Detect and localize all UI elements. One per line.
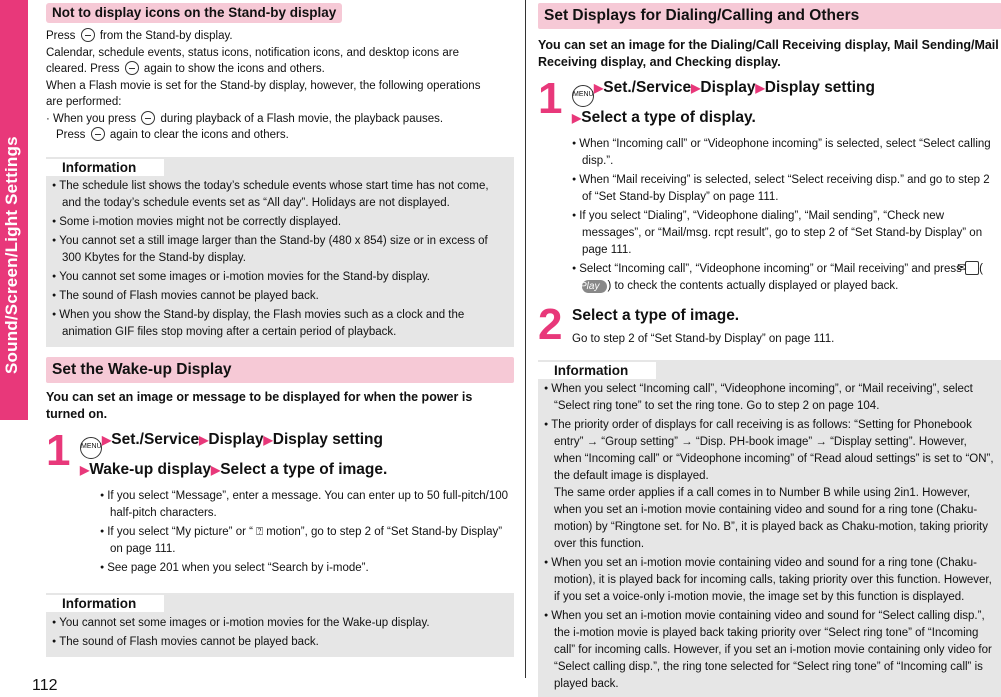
info-box-wakeup	[46, 593, 514, 657]
dialing-intro: You can set an image for the Dialing/Call Receiving display, Mail Sending/Mail Receiving display, and Checking display.	[538, 38, 999, 69]
section-no-icons-body: Press from the Stand-by display. Calendar, schedule events, status icons, notification icons, and desktop icons are cleared. Press again to show the icons and others. When a Flash movie is set for the Stand-by display, however, the following operations are performed: · When you press during playback of a Flash movie, the playback pauses. Press again to clear the icons and others.	[46, 30, 481, 141]
step-bullet: ● If you select “Message”, enter a message. You can enter up to 50 full-pitch/100 half-pitch characters.	[100, 487, 514, 522]
step-bullet: ● If you select “My picture” or “ ⍰ motion”, go to step 2 of “Set Stand-by Display” on page 111.	[100, 523, 514, 558]
side-tab-label: Sound/Screen/Light Settings	[2, 136, 21, 374]
right-column	[538, 0, 1001, 697]
section-title-wakeup: Set the Wake-up Display	[46, 357, 514, 383]
dialing-step-1: 1 MENU▶Set./Service▶Display▶Display setting ▶Select a type of display. ● When “Incoming call” or “Videophone incoming” is selected, select “Select calling disp.”. ● When “Mail receiving” is selected, select “Select receiving disp.” and go to step 2 of “Set Stand-by Display” on page 111. ● If you select “Dialing”, “Videophone dialing”, “Mail sending”, “Check new messages”, or “Mail/msg. rcpt result”, go to step 2 of “Set Stand-by Display” on page 111. ● Select “Incoming call”, “Videophone incoming” or “Mail receiving” and press ✉ (Play ) to check the contents actually displayed or played back.	[538, 77, 1001, 295]
clear-key-icon	[141, 111, 155, 125]
play-softkey-icon: Play	[582, 280, 607, 293]
step-bullet: ● If you select “Dialing”, “Videophone dialing”, “Mail sending”, “Check new messages”, or “Mail/msg. rcpt result”, go to step 2 of “Set Stand-by Display” on page 111.	[572, 207, 1001, 259]
clear-key-icon	[81, 28, 95, 42]
column-divider	[525, 0, 526, 678]
section-title-dialing: Set Displays for Dialing/Calling and Others	[538, 3, 1001, 29]
info-item: ● You cannot set a still image larger than the Stand-by (480 x 854) size or in excess of 300 Kbytes for the Stand-by display.	[52, 232, 508, 267]
info-label: Information	[538, 362, 656, 379]
dialing-step-2: 2 Select a type of image. Go to step 2 of “Set Stand-by Display” on page 111.	[538, 303, 1001, 348]
step-bullet: ● See page 201 when you select “Search by i-mode”.	[100, 559, 514, 577]
info-item: ● You cannot set some images or i-motion movies for the Wake-up display.	[52, 614, 508, 632]
info-box-standby	[46, 157, 514, 348]
menu-key-icon: MENU	[572, 85, 594, 107]
info-item: ● When you show the Stand-by display, the Flash movies such as a clock and the animation GIF files stop moving after a certain period of playback.	[52, 306, 508, 341]
info-item: ● The sound of Flash movies cannot be played back.	[52, 633, 508, 651]
step-bullet: ● When “Mail receiving” is selected, select “Select receiving disp.” and go to step 2 of “Set Stand-by Display” on page 111.	[572, 171, 1001, 206]
side-tab	[0, 0, 28, 420]
left-column	[46, 0, 514, 657]
step-bullet: ● Select “Incoming call”, “Videophone incoming” or “Mail receiving” and press ✉ (Play ) to check the contents actually displayed or played back.	[572, 260, 1001, 295]
menu-key-icon: MENU	[80, 437, 102, 459]
info-item: ● Some i-motion movies might not be correctly displayed.	[52, 213, 508, 231]
info-label: Information	[46, 595, 164, 612]
info-item: ● You cannot set some images or i-motion movies for the Stand-by display.	[52, 268, 508, 286]
info-item: ● When you set an i-motion movie containing video and sound for a ring tone (Chaku-motion), it is played back for incoming calls, taking priority over this function. However, if you set a voice-only i-motion movie, the image set by this function is displayed.	[544, 554, 996, 606]
info-item: ● The priority order of displays for call receiving is as follows: “Setting for Phonebook entry” → “Group setting” → “Disp. PH-book image” → “Display setting”. However, when “Incoming call” or “Videophone incoming” of “Read aloud settings” is set to “ON”, the default image is displayed.	[544, 416, 996, 485]
step-number: 2	[538, 300, 563, 349]
info-item: ● When you select “Incoming call”, “Videophone incoming”, or “Mail receiving”, select “Select ring tone” to set the ring tone. Go to step 2 on page 104.	[544, 380, 996, 415]
step-number: 1	[538, 74, 563, 123]
info-item: ● The schedule list shows the today’s schedule events whose start time has not come, and the today’s schedule events set as “All day”. Holidays are not displayed.	[52, 177, 508, 212]
info-item: ● When you set an i-motion movie containing video and sound for “Select calling disp.”, the i-motion movie is played back taking priority over “Select ring tone” of “Incoming call” for incoming calls. However, if you set an i-motion movie containing only video for “Select calling disp.”, the ring tone selected for “Select ring tone” of “Incoming call” is played back.	[544, 607, 996, 693]
step-2-sub: Go to step 2 of “Set Stand-by Display” on page 111.	[572, 333, 835, 345]
info-item: ● The sound of Flash movies cannot be played back.	[52, 287, 508, 305]
step-number: 1	[46, 426, 71, 475]
mail-key-icon	[965, 261, 979, 275]
clear-key-icon	[91, 127, 105, 141]
wakeup-step-1: 1 MENU▶Set./Service▶Display▶Display setting ▶Wake-up display▶Select a type of image. ● If you select “Message”, enter a message. You can enter up to 50 full-pitch/100 half-pitch characters. ● If you select “My picture” or “ ⍰ motion”, go to step 2 of “Set Stand-by Display” on page 111. ● See page 201 when you select “Search by i-mode”.	[46, 429, 514, 577]
page-number: 112	[32, 677, 58, 694]
wakeup-intro: You can set an image or message to be displayed for when the power is turned on.	[46, 390, 473, 421]
section-title-no-icons: Not to display icons on the Stand-by display	[46, 3, 342, 23]
info-box-dialing	[538, 360, 1001, 697]
clear-key-icon	[125, 61, 139, 75]
info-item-continuation: The same order applies if a call comes in to Number B while using 2in1. However, when you set an i-motion movie containing video and sound for a ring tone (Chaku-motion) by “Ringtone set. for No. B”, it is played back as Chaku-motion, taking priority over this function.	[554, 487, 988, 550]
step-bullet: ● When “Incoming call” or “Videophone incoming” is selected, select “Select calling disp.”.	[572, 135, 1001, 170]
info-label: Information	[46, 159, 164, 176]
